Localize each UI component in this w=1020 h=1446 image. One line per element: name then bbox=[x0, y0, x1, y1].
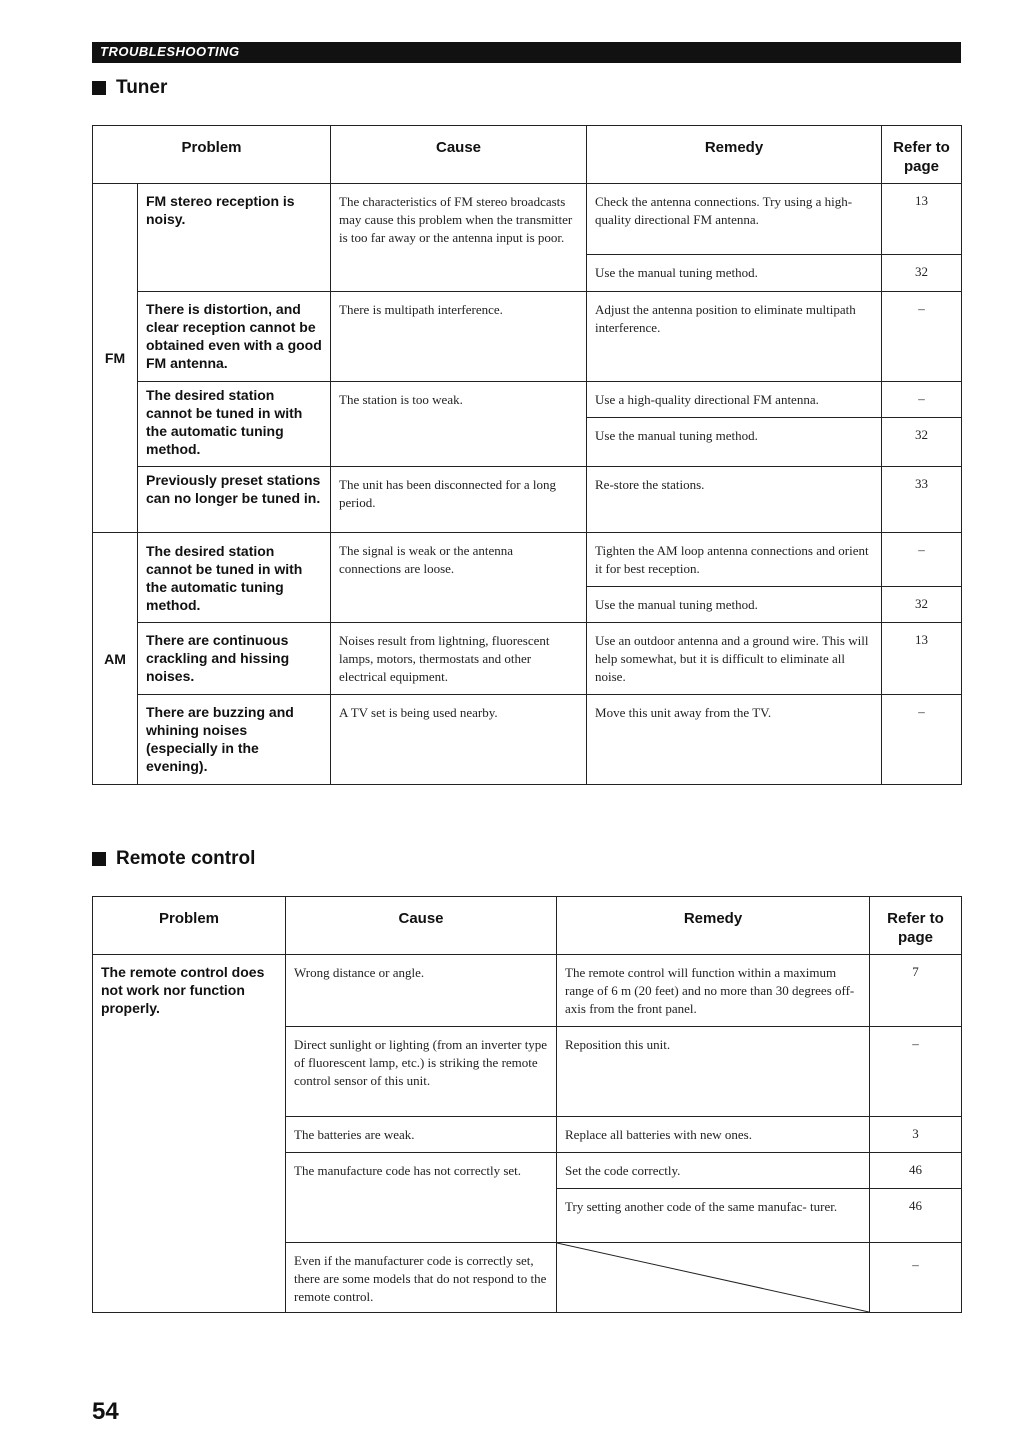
page-cell: – bbox=[882, 292, 962, 382]
refer-line1: Refer to bbox=[887, 910, 944, 927]
refer-line2: page bbox=[904, 158, 940, 175]
diagonal-strike-line bbox=[557, 1243, 869, 1312]
remote-table bbox=[92, 896, 962, 1313]
section-header-bar bbox=[92, 42, 961, 63]
col-header-problem: Problem bbox=[93, 126, 331, 184]
am-group-label: AM bbox=[93, 533, 138, 785]
remote-header-row bbox=[93, 897, 962, 955]
remedy-cell: Move this unit away from the TV. bbox=[587, 695, 882, 785]
page-cell: 46 bbox=[870, 1153, 962, 1189]
problem-cell: There are continuous crackling and hissing noises. bbox=[138, 623, 331, 695]
remedy-cell: Set the code correctly. bbox=[557, 1153, 870, 1189]
cause-cell: Even if the manufacturer code is correctly set, there are some models that do not respond to the remote control. bbox=[286, 1243, 557, 1313]
fm-group-label: FM bbox=[93, 184, 138, 533]
page-cell: – bbox=[882, 695, 962, 785]
col-header-refer bbox=[870, 897, 962, 955]
cause-cell: The unit has been disconnected for a long period. bbox=[331, 467, 587, 533]
page-cell: 33 bbox=[882, 467, 962, 533]
col-header-cause: Cause bbox=[331, 126, 587, 184]
problem-cell: The remote control does not work nor function properly. bbox=[93, 955, 286, 1313]
cause-cell: A TV set is being used nearby. bbox=[331, 695, 587, 785]
tuner-section-title bbox=[92, 77, 167, 99]
page-cell: 7 bbox=[870, 955, 962, 1027]
remedy-cell: Try setting another code of the same manufac- turer. bbox=[557, 1189, 870, 1243]
remedy-cell: Adjust the antenna position to eliminate multipath interference. bbox=[587, 292, 882, 382]
col-header-problem: Problem bbox=[93, 897, 286, 955]
col-header-cause: Cause bbox=[286, 897, 557, 955]
cause-cell: The batteries are weak. bbox=[286, 1117, 557, 1153]
remedy-cell: Use the manual tuning method. bbox=[587, 255, 882, 292]
remedy-cell: Check the antenna connections. Try using a high-quality directional FM antenna. bbox=[587, 184, 882, 255]
table-row bbox=[93, 533, 962, 587]
tuner-table bbox=[92, 125, 962, 785]
remedy-cell: Use an outdoor antenna and a ground wire. This will help somewhat, but it is difficult to eliminate all noise. bbox=[587, 623, 882, 695]
problem-cell: FM stereo reception is noisy. bbox=[138, 184, 331, 292]
page-number: 54 bbox=[92, 1398, 119, 1425]
table-row bbox=[93, 184, 962, 255]
problem-cell: Previously preset stations can no longer be tuned in. bbox=[138, 467, 331, 533]
page-cell: 3 bbox=[870, 1117, 962, 1153]
page-cell: 13 bbox=[882, 184, 962, 255]
problem-cell: The desired station cannot be tuned in with the automatic tuning method. bbox=[138, 382, 331, 467]
table-row bbox=[93, 955, 962, 1027]
page-cell: – bbox=[870, 1027, 962, 1117]
remedy-cell: Replace all batteries with new ones. bbox=[557, 1117, 870, 1153]
refer-line1: Refer to bbox=[893, 139, 950, 156]
table-row bbox=[93, 695, 962, 785]
tuner-title-text: Tuner bbox=[116, 77, 168, 98]
table-row bbox=[93, 623, 962, 695]
cause-cell: The characteristics of FM stereo broadcasts may cause this problem when the transmitter is too far away or the antenna input is poor. bbox=[331, 184, 587, 292]
page-cell: 32 bbox=[882, 587, 962, 623]
cause-cell: The station is too weak. bbox=[331, 382, 587, 467]
col-header-remedy: Remedy bbox=[557, 897, 870, 955]
table-row bbox=[93, 382, 962, 418]
remedy-cell: Reposition this unit. bbox=[557, 1027, 870, 1117]
problem-cell: There are buzzing and whining noises (especially in the evening). bbox=[138, 695, 331, 785]
page-cell: – bbox=[870, 1243, 962, 1313]
cause-cell: Direct sunlight or lighting (from an inverter type of fluorescent lamp, etc.) is striking the remote control sensor of this unit. bbox=[286, 1027, 557, 1117]
cause-cell: Noises result from lightning, fluorescent lamps, motors, thermostats and other electrical equipment. bbox=[331, 623, 587, 695]
page-cell: 46 bbox=[870, 1189, 962, 1243]
remedy-cell: Use the manual tuning method. bbox=[587, 418, 882, 467]
cause-cell: The manufacture code has not correctly set. bbox=[286, 1153, 557, 1243]
col-header-remedy: Remedy bbox=[587, 126, 882, 184]
page-cell: – bbox=[882, 533, 962, 587]
section-header-label: TROUBLESHOOTING bbox=[100, 44, 240, 59]
col-header-refer bbox=[882, 126, 962, 184]
page-cell: – bbox=[882, 382, 962, 418]
cause-cell: Wrong distance or angle. bbox=[286, 955, 557, 1027]
remote-title-text: Remote control bbox=[116, 848, 256, 869]
page-cell: 13 bbox=[882, 623, 962, 695]
empty-remedy-cell bbox=[557, 1243, 870, 1313]
cause-cell: The signal is weak or the antenna connections are loose. bbox=[331, 533, 587, 623]
remote-section-title bbox=[92, 848, 255, 870]
refer-line2: page bbox=[897, 929, 933, 946]
remedy-cell: Re-store the stations. bbox=[587, 467, 882, 533]
problem-cell: The desired station cannot be tuned in with the automatic tuning method. bbox=[138, 533, 331, 623]
remedy-cell: Use a high-quality directional FM antenna. bbox=[587, 382, 882, 418]
page-cell: 32 bbox=[882, 255, 962, 292]
remedy-cell: Tighten the AM loop antenna connections and orient it for best reception. bbox=[587, 533, 882, 587]
page-cell: 32 bbox=[882, 418, 962, 467]
remedy-cell: Use the manual tuning method. bbox=[587, 587, 882, 623]
table-row bbox=[93, 467, 962, 533]
tuner-header-row bbox=[93, 126, 962, 184]
remedy-cell: The remote control will function within a maximum range of 6 m (20 feet) and no more than 30 degrees off-axis from the front panel. bbox=[557, 955, 870, 1027]
table-row bbox=[93, 292, 962, 382]
problem-cell: There is distortion, and clear reception cannot be obtained even with a good FM antenna. bbox=[138, 292, 331, 382]
bullet-square-icon bbox=[92, 81, 106, 95]
bullet-square-icon bbox=[92, 852, 106, 866]
cause-cell: There is multipath interference. bbox=[331, 292, 587, 382]
